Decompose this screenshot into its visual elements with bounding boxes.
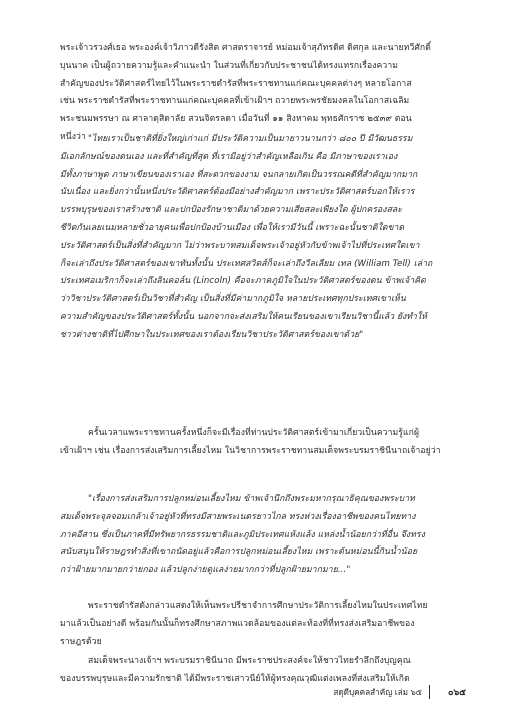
paragraph-silk-intro bbox=[60, 425, 462, 461]
quote-line: ว่าวิชาประวัติศาสตร์เป็นวิชาที่สำคัญ เป็นสิ่งที่มีค่ามากภูมิใจ หลายประเทศทุกประเทศเขาเห็น bbox=[60, 294, 406, 305]
text-line: ครั้นเวลาแพระราชทานครั้งหนึ่งก็จะมีเรื่องที่ท่านประวัติศาสตร์เข้ามาเกี่ยวเป็นความรู้แก่ผู้ bbox=[88, 428, 420, 438]
quote-silk-promotion bbox=[60, 491, 462, 580]
text-line: สำคัญของประวัติศาสตร์ไทยไว้ในพระราชดำรัสที่พระราชทานแก่คณะบุคคลต่างๆ หลายโอกาส bbox=[60, 78, 412, 89]
quote-line: มีทั้งภาษาพูด ภาษาเขียนของเราเอง ที่สะดวกของงาม จนกลายเกิดเป็นวรรณคดีที่สำคัญมากมาก bbox=[60, 169, 418, 180]
quote-line: "เรื่องการส่งเสริมการปลูกหม่อนเลี้ยงไหม ข้าพเจ้านึกถึงพระมหากรุณาธิคุณของพระบาท bbox=[88, 494, 415, 504]
page-footer bbox=[330, 684, 470, 700]
page-number: ๐๖๕ bbox=[447, 688, 466, 698]
quote-line: มีเอกลักษณ์ของตนเอง และที่สำคัญที่สุด ที่เรามีอยู่ว่าสำคัญเหลือเกิน คือ มีภาษาของเราเอง bbox=[60, 151, 398, 162]
text-line: หนึ่งว่า bbox=[60, 131, 86, 142]
footer-divider bbox=[429, 685, 431, 699]
text-line: ราษฎรด้วย bbox=[60, 636, 102, 647]
text-line: พระราชดำรัสดังกล่าวแสดงให้เห็นพระปรีชาจำการศึกษาประวัติการเลี้ยงไหมในประเทศไทย bbox=[88, 601, 428, 611]
quote-line: ความสำคัญของประวัติศาสตร์ทั้งนั้น นอกจากจะส่งเสริมให้คนเรียนของเขาเรียนวิชานี้แล้ว ยังทำให้ bbox=[60, 311, 428, 322]
quote-line: ประวัติศาสตร์เป็นสิ่งที่สำคัญมาก ไม่ว่าพระบาทสมเด็จพระเจ้าอยู่หัวกับข้าพเจ้าไปที่ประเทศใดเขา bbox=[60, 240, 420, 251]
text-line: บุนนาค เป็นผู้ถวายความรู้และคำแนะนำ ในส่วนที่เกี่ยวกับประชาชนได้ทรงแทรกเรื่องความ bbox=[60, 60, 399, 71]
text-line: เช่น พระราชดำรัสที่พระราชทานแก่คณะบุคคลที่เข้าเฝ้าฯ ถวายพระพรชัยมงคลในโอกาสเฉลิม bbox=[60, 96, 410, 107]
quote-line: กว่าฝ้ายมากมายกว่ายกอง แล้วปลูกง่ายดูแลง่ายมากกว่าที่ปลูกฝ้ายมากมาย..." bbox=[60, 565, 351, 576]
quote-line: ชาวต่างชาติที่ไปศึกษาในประเทศของเราต้องเรียนวิชาประวัติศาสตร์ของเขาด้วย" bbox=[60, 329, 364, 340]
quote-line: สมเด็จพระจุลจอมเกล้าเจ้าอยู่หัวที่ทรงมีสายพระเนตรยาวไกล ทรงห่วงเรื่องอาชีพของคนไทยทาง bbox=[60, 511, 416, 522]
quote-line: นับเนื่อง และยิ่งกว่านั้นหนึ่งประวัติศาสตร์ต้องมีอย่างสำคัญมาก เพราะประวัติศาสตร์บอกให้เราร bbox=[60, 187, 415, 198]
text-line: เข้าเฝ้าฯ เช่น เรื่องการส่งเสริมการเลี้ยงไหม ในวิชาการพระราชทานสมเด็จพระบรมราชินีนาถเจ้าอยู่ว่า bbox=[60, 445, 441, 456]
text-line: สมเด็จพระนางเจ้าฯ พระบรมราชินีนาถ มีพระราชประสงค์จะให้ชาวไทยรำลึกถึงบุญคุณ bbox=[88, 656, 411, 666]
quote-history-importance bbox=[60, 131, 462, 345]
quote-line: ชีวิตกันเลยเนมหลายชั่วอายุคนเพื่อปกป้องบ้านเมือง เพื่อให้เรามีวันนี้ เพราะฉะนั้นชาติใดขาด bbox=[60, 222, 405, 233]
quote-line: "ไทยเราเป็นชาติที่ยิ่งใหญ่เก่าแก่ มีประวัติความเป็นมายาวนานกว่า ๘๐๐ ปี มีวัฒนธรรม bbox=[88, 134, 413, 144]
quote-line: ภาคอีสาน ซึ่งเป็นภาคที่มีทรัพยากรธรรมชาติและภูมิประเทศแห้งแล้ง แหล่งน้ำน้อยกว่าที่อื่น จึงทรง bbox=[60, 529, 426, 540]
quote-line: บรรพบุรุษของเราสร้างชาติ และปกป้องรักษาชาติมาด้วยความเสียสละเพียงใด ผู้ปกครองสละ bbox=[60, 205, 403, 216]
text-line: มาแล้วเป็นอย่างดี พร้อมกันนั้นก็ทรงศึกษาสภาพแวดล้อมของแต่ละท้องที่ที่ทรงส่งเสริมอาชีพของ bbox=[60, 618, 415, 629]
quote-line: ก็จะเล่าถึงประวัติศาสตร์ของเขาทันทั้งนั้น ประเทศสวิตส์ก็จะเล่าถึงวีลเลียม เทล (William Tell) เล่าถ bbox=[60, 258, 433, 269]
book-title: สดุดีบุคคลสำคัญ เล่ม ๖๕ bbox=[333, 687, 422, 697]
quote-line: ประเทศอเมริกาก็จะเล่าถึงลินคอล์น (Lincoln) คือจะภาคภูมิใจในประวัติศาสตร์ของตน ข้าพเจ้าคิด bbox=[60, 276, 426, 287]
text-line: ของบรรพบุรุษและมีความรักชาติ ได้มีพระราชเสาวนีย์ให้ผู้ทรงคุณวุฒิแต่งเพลงที่ส่งเสริมให้เกิด bbox=[60, 673, 410, 684]
paragraph-speech-analysis bbox=[60, 598, 462, 651]
text-line: พระชนมพรรษา ณ ศาลาดุสิดาลัย สวนจิตรลดา เมื่อวันที่ ๑๑ สิงหาคม พุทธศักราช ๒๕๓๙ ตอน bbox=[60, 114, 412, 125]
text-line: พระเจ้าวรวงศ์เธอ พระองค์เจ้าวิภาวดีรังสิต ศาสตราจารย์ หม่อมเจ้าสุภัทรดิศ ดิศกุล และนายทวีศักดิ์ bbox=[60, 43, 431, 53]
quote-line: สนับสนุนให้ราษฎรทำสิ่งที่เขาถนัดอยู่แล้วคือการปลูกหม่อนเลี้ยงไหม เพราะต้นหม่อนนี้กินน้ำน้อย bbox=[60, 547, 418, 558]
